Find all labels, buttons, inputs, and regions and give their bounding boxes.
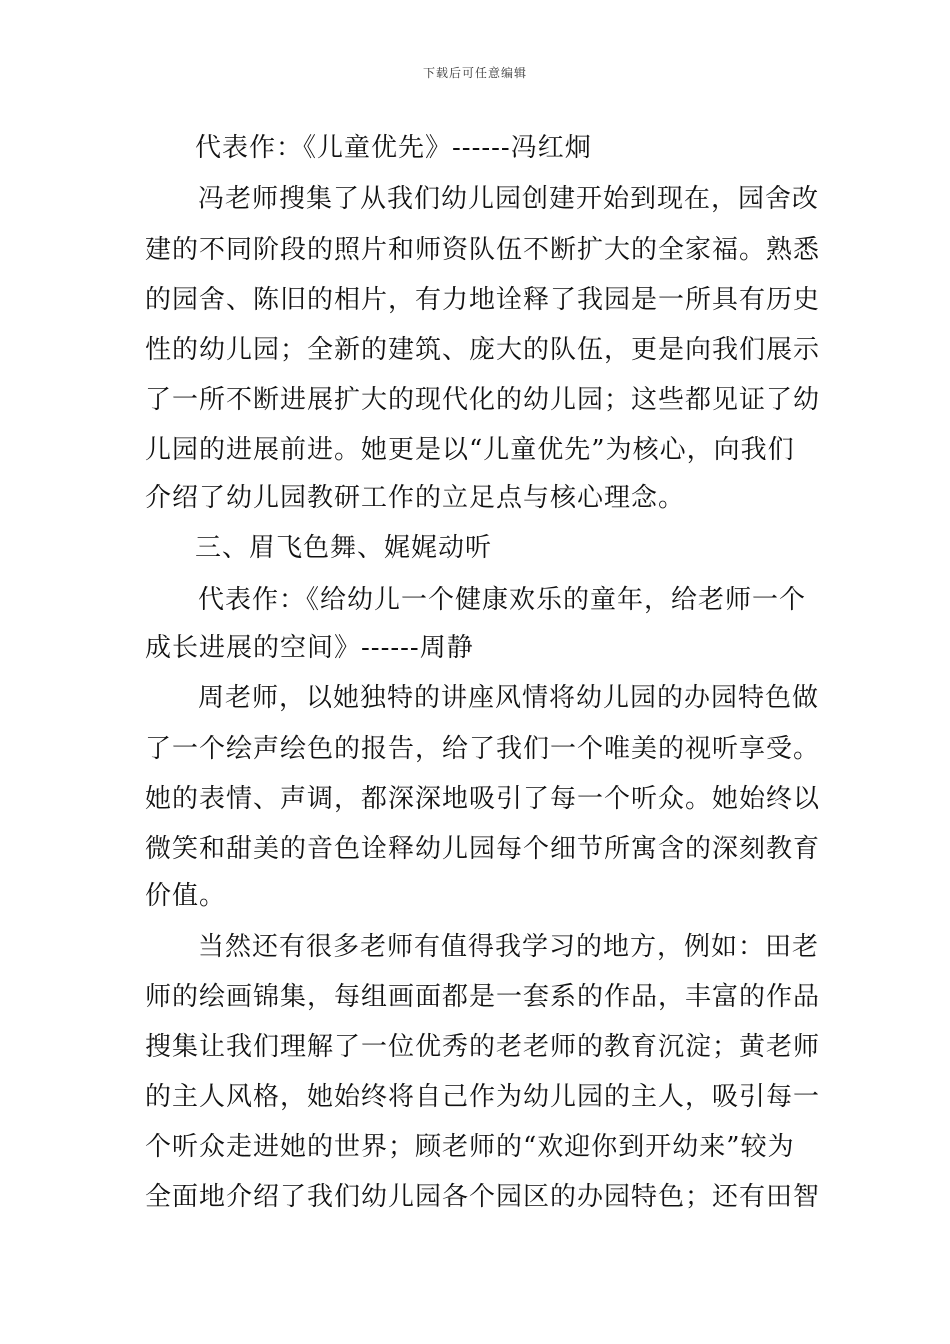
paragraph-line: 她的表情、声调，都深深地吸引了每一个听众。她始终以: [145, 784, 821, 814]
paragraph-line: 个听众走进她的世界；顾老师的“欢迎你到开幼来”较为: [145, 1132, 795, 1162]
paragraph-line: 价值。: [145, 881, 227, 911]
paragraph-line: 了一所不断进展扩大的现代化的幼儿园；这些都见证了幼: [145, 385, 821, 415]
paragraph-line: 师的绘画锦集，每组画面都是一套系的作品，丰富的作品: [145, 982, 821, 1012]
paragraph-line: 当然还有很多老师有值得我学习的地方，例如：田老: [198, 932, 820, 962]
page-header: 下载后可任意编辑: [422, 66, 527, 80]
paragraph-line: 全面地介绍了我们幼儿园各个园区的办园特色；还有田智: [145, 1182, 821, 1212]
paragraph-line: 建的不同阶段的照片和师资队伍不断扩大的全家福。熟悉: [145, 235, 821, 265]
paragraph-line: 的主人风格，她始终将自己作为幼儿园的主人，吸引每一: [145, 1082, 821, 1112]
representative-work-line: 成长进展的空间》------周静: [145, 633, 474, 663]
paragraph-line: 搜集让我们理解了一位优秀的老老师的教育沉淀；黄老师: [145, 1032, 821, 1062]
paragraph-line: 儿园的进展前进。她更是以“儿童优先”为核心，向我们: [145, 435, 795, 465]
representative-work-line: 代表作：《给幼儿一个健康欢乐的童年，给老师一个: [198, 585, 807, 615]
paragraph-line: 冯老师搜集了从我们幼儿园创建开始到现在，园舍改: [198, 184, 820, 214]
paragraph-line: 的园舍、陈旧的相片，有力地诠释了我园是一所具有历史: [145, 285, 821, 315]
paragraph-line: 性的幼儿园；全新的建筑、庞大的队伍，更是向我们展示: [145, 335, 821, 365]
paragraph-line: 微笑和甜美的音色诠释幼儿园每个细节所寓含的深刻教育: [145, 834, 821, 864]
representative-work-line: 代表作：《儿童优先》------冯红炯: [195, 133, 592, 163]
paragraph-line: 周老师，以她独特的讲座风情将幼儿园的办园特色做: [198, 683, 820, 713]
paragraph-line: 介绍了幼儿园教研工作的立足点与核心理念。: [145, 483, 686, 513]
paragraph-line: 了一个绘声绘色的报告，给了我们一个唯美的视听享受。: [145, 734, 821, 764]
section-heading: 三、眉飞色舞、娓娓动听: [195, 533, 493, 563]
